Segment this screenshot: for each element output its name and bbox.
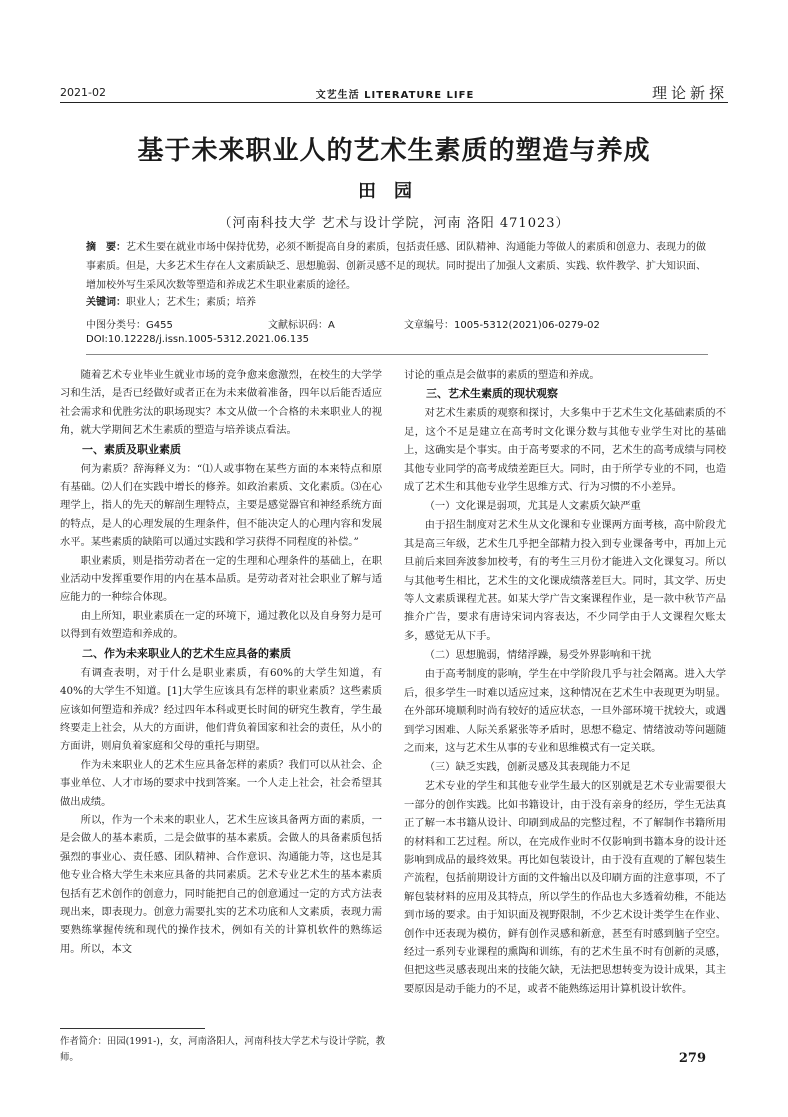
abstract-text: 艺术生要在就业市场中保持优势，必须不断提高自身的素质，包括责任感、团队精神、沟通能力等做人的素质和创意力、表现力的做事素质。但是，大多艺术生存在人文素质缺乏、思想脆弱、创新灵感不足的现状。同时提出了加强人文素质、实践、软件教学、扩大知识面、增加校外写生采风次数等塑造和养成艺术生职业素质的途径。 xyxy=(86,242,706,291)
subsection-heading: （二）思想脆弱，情绪浮躁，易受外界影响和干扰 xyxy=(424,649,652,662)
section-label: 理论新探 xyxy=(651,84,728,102)
abstract xyxy=(86,238,706,295)
page-number: 279 xyxy=(678,1051,706,1066)
paragraph: 由于高考制度的影响，学生在中学阶段几乎与社会隔离。进入大学后，很多学生一时难以适应过来，这种情况在艺术生中表现更为明显。在外部环境顺利时尚有较好的适应状态，一旦外部环境干扰较大，或遇到学习困难、人际关系紧张等矛盾时，思想不稳定、情绪波动等问题随之而来，这与艺术生从事的专业和思维模式有一定关联。 xyxy=(404,668,726,754)
keywords-text: 职业人；艺术生；素质；培养 xyxy=(126,297,256,308)
right-column xyxy=(404,366,726,998)
journal-name: 文艺生活 LITERATURE LIFE xyxy=(315,90,475,101)
document-code: 文献标识码：A xyxy=(268,320,335,331)
issue-label: 2021-02 xyxy=(60,86,106,99)
section-heading: 三、艺术生素质的现状观察 xyxy=(426,387,558,401)
paragraph: 有调查表明，对于什么是职业素质，有60%的大学生知道，有40%的大学生不知道。[1]大学生应该具有怎样的职业素质？这些素质应该如何塑造和养成？经过四年本科或更长时间的研究生教育，学生最终要走上社会，从大的方面讲，他们背负着国家和社会的责任，从小的方面讲，则肩负着家庭和父母的重托与期望。 xyxy=(60,666,382,753)
paragraph: 由于招生制度对艺术生从文化课和专业课两方面考核，高中阶段尤其是高三年级，艺术生几乎把全部精力投入到专业课备考中，再加上元旦前后来回奔波参加校考，有的考生三月份才能进入文化课复习。所以与其他考生相比，艺术生的文化课成绩落差巨大。同时，其文学、历史等人文素质课程尤甚。如某大学广告文案课程作业，是一款中秋节产品推介广告，要求有唐诗宋词内容表达，不少同学由于人文课程欠账太多，感觉无从下手。 xyxy=(404,519,726,642)
section-heading: 一、素质及职业素质 xyxy=(82,442,181,456)
meta-rule xyxy=(86,354,708,355)
paragraph: 何为素质？辞海释义为：“⑴人或事物在某些方面的本来特点和原有基础。⑵人们在实践中增长的修养。如政治素质、文化素质。⑶在心理学上，指人的先天的解剖生理特点，主要是感觉器官和神经系统方面的特点，是人的心理发展的生理条件，但不能决定人的心理内容和发展水平。某些素质的缺陷可以通过实践和学习获得不同程度的补偿。” xyxy=(60,462,382,549)
author-footnote: 作者简介：田园(1991-)，女，河南洛阳人，河南科技大学艺术与设计学院，教师。 xyxy=(60,1036,385,1063)
paragraph: 对艺术生素质的观察和探讨，大多集中于艺术生文化基础素质的不足，这个不足是建立在高考时文化课分数与其他专业学生对比的基础上，这确实是个事实。由于高考要求的不同，艺术生的高考成绩与同校其他专业同学的高考成绩差距巨大。同时，由于所学专业的不同，也造成了艺术生和其他专业学生思维方式、行为习惯的不小差异。 xyxy=(404,407,726,494)
doi: DOI:10.12228/j.issn.1005-5312.2021.06.135 xyxy=(86,334,309,345)
keywords xyxy=(86,295,706,311)
paper-title: 基于未来职业人的艺术生素质的塑造与养成 xyxy=(137,136,651,166)
article-number: 文章编号：1005-5312(2021)06-0279-02 xyxy=(404,320,600,331)
subsection-heading: （三）缺乏实践，创新灵感及其表现能力不足 xyxy=(424,761,631,774)
paragraph: 职业素质，则是指劳动者在一定的生理和心理条件的基础上，在职业活动中发挥重要作用的内在基本品质。是劳动者对社会职业了解与适应能力的一种综合体现。 xyxy=(60,554,382,604)
paragraph: 由上所知，职业素质在一定的环境下，通过教化以及自身努力是可以得到有效塑造和养成的。 xyxy=(60,609,382,641)
paragraph: 作为未来职业人的艺术生应具备怎样的素质？我们可以从社会、企事业单位、人才市场的要求中找到答案。一个人走上社会，社会希望其做出成绩。 xyxy=(60,758,382,808)
subsection-heading: （一）文化课是弱项，尤其是人文素质欠缺严重 xyxy=(424,500,641,513)
affiliation: （河南科技大学 艺术与设计学院，河南 洛阳 471023） xyxy=(218,216,570,231)
paragraph: 随着艺术专业毕业生就业市场的竞争愈来愈激烈，在校生的大学学习和生活，是否已经做好或者正在为未来做着准备，四年以后能否适应社会需求和优胜劣汰的职场现实？本文从做一个合格的未来职业人的视角，就大学期间艺术生素质的塑造与培养谈点看法。 xyxy=(60,369,382,437)
left-column xyxy=(60,366,382,958)
keywords-label: 关键词： xyxy=(86,297,126,308)
footnote-rule xyxy=(60,1028,205,1029)
author-name: 田园 xyxy=(358,181,430,202)
header-rule xyxy=(60,102,728,103)
paragraph: 艺术专业的学生和其他专业学生最大的区别就是艺术专业需要很大一部分的创作实践。比如书籍设计，由于没有亲身的经历，学生无法真正了解一本书籍从设计、印刷到成品的完整过程，不了解制作书籍所用的材料和工艺过程。所以，在完成作业时不仅影响到书籍本身的设计还影响到成品的最终效果。再比如包装设计，由于没有直观的了解包装生产流程，包括前期设计方面的文件输出以及印刷方面的注意事项，不了解包装材料的应用及其特点，所以学生的作品也大多透着幼稚，不能达到市场的要求。由于知识面及视野限制，不少艺术设计类学生在作业、创作中还表现为模仿，鲜有创作灵感和新意，甚至有时感到脑子空空。经过一系列专业课程的熏陶和训练，有的艺术生虽不时有创新的灵感，但把这些灵感表现出来的技能欠缺，无法把思想转变为设计成果，其主要原因是动手能力的不足，或者不能熟练运用计算机设计软件。 xyxy=(404,780,726,995)
paragraph: 所以，作为一个未来的职业人，艺术生应该具备两方面的素质，一是会做人的基本素质，二是会做事的基本素质。会做人的具备素质包括强烈的事业心、责任感、团队精神、合作意识、沟通能力等，这也是其他专业合格大学生未来应具备的共同素质。艺术专业艺术生的基本素质包括有艺术创作的创意力，同时能把自己的创意通过一定的方式方法表现出来，即表现力。创意力需要扎实的艺术功底和人文素质，表现力需要熟练掌握传统和现代的操作技术，例如有关的计算机软件的熟练运用。所以，本文 xyxy=(60,813,382,955)
section-heading: 二、作为未来职业人的艺术生应具备的素质 xyxy=(82,646,291,660)
paragraph: 讨论的重点是会做事的素质的塑造和养成。 xyxy=(404,369,600,381)
clc-number: 中图分类号：G455 xyxy=(86,320,173,331)
abstract-label: 摘 要： xyxy=(86,242,126,253)
